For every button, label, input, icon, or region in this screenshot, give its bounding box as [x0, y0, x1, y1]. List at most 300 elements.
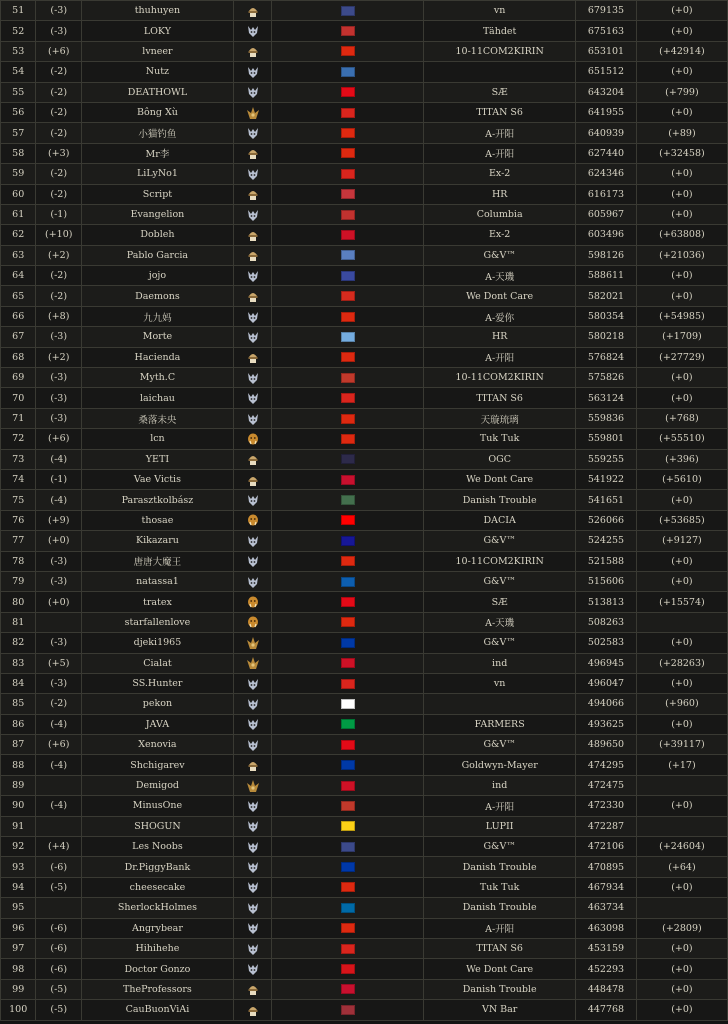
table-row — [1, 388, 728, 408]
race-cell — [233, 775, 271, 795]
player-name-link[interactable]: cheesecake — [82, 877, 234, 897]
gain-cell: (+396) — [636, 449, 727, 469]
player-name-link[interactable]: djeki1965 — [82, 633, 234, 653]
clan-link[interactable]: Danish Trouble — [424, 857, 576, 877]
country-flag-icon — [341, 964, 355, 974]
player-name-link[interactable]: Shchigarev — [82, 755, 234, 775]
gain-cell: (+1709) — [636, 327, 727, 347]
clan-link[interactable]: A-天璣 — [424, 266, 576, 286]
player-name-link[interactable]: Dr.PiggyBank — [82, 857, 234, 877]
clan-link[interactable]: A-开阳 — [424, 347, 576, 367]
mmr-cell: 675163 — [576, 21, 637, 41]
player-name-link[interactable]: Bông Xù — [82, 102, 234, 122]
mmr-cell: 643204 — [576, 82, 637, 102]
gain-cell: (+28263) — [636, 653, 727, 673]
player-name-link[interactable]: SherlockHolmes — [82, 898, 234, 918]
player-name-link[interactable]: lcn — [82, 429, 234, 449]
country-flag-icon — [341, 984, 355, 994]
clan-link[interactable]: G&V™ — [424, 571, 576, 591]
gain-cell: (+27729) — [636, 347, 727, 367]
clan-link[interactable]: Danish Trouble — [424, 490, 576, 510]
clan-link[interactable]: vn — [424, 673, 576, 693]
mmr-cell: 605967 — [576, 204, 637, 224]
country-flag-icon — [341, 46, 355, 56]
race-nightelf-icon — [246, 637, 260, 648]
country-flag-icon — [341, 617, 355, 627]
gain-cell: (+0) — [636, 184, 727, 204]
gain-cell: (+39117) — [636, 735, 727, 755]
clan-link[interactable]: VN Bar — [424, 1000, 576, 1020]
gain-cell — [636, 898, 727, 918]
race-undead-icon — [246, 128, 260, 139]
gain-cell: (+0) — [636, 388, 727, 408]
country-flag-icon — [341, 373, 355, 383]
clan-link[interactable]: G&V™ — [424, 633, 576, 653]
table-row — [1, 653, 728, 673]
table-row — [1, 490, 728, 510]
clan-link[interactable]: A-开阳 — [424, 796, 576, 816]
race-cell — [233, 123, 271, 143]
clan-link[interactable]: FARMERS — [424, 714, 576, 734]
clan-link[interactable]: vn — [424, 1, 576, 21]
race-cell — [233, 490, 271, 510]
race-cell — [233, 1000, 271, 1020]
country-flag-icon — [341, 291, 355, 301]
race-cell — [233, 266, 271, 286]
mmr-cell: 559255 — [576, 449, 637, 469]
race-orc-icon — [246, 515, 260, 526]
clan-link[interactable]: A-天璣 — [424, 612, 576, 632]
country-flag-icon — [341, 414, 355, 424]
gain-cell: (+42914) — [636, 41, 727, 61]
clan-link[interactable]: 10-11COM2KIRIN — [424, 41, 576, 61]
mmr-cell: 463734 — [576, 898, 637, 918]
clan-link[interactable]: Danish Trouble — [424, 979, 576, 999]
country-cell — [272, 490, 424, 510]
player-name-link[interactable]: Les Noobs — [82, 837, 234, 857]
race-cell — [233, 408, 271, 428]
leaderboard-rows — [1, 1, 728, 1021]
rank-change-cell: (+8) — [36, 306, 82, 326]
player-name-link[interactable]: TheProfessors — [82, 979, 234, 999]
country-flag-icon — [341, 781, 355, 791]
rank-cell: 96 — [1, 918, 36, 938]
race-undead-icon — [246, 556, 260, 567]
race-cell — [233, 755, 271, 775]
table-row — [1, 245, 728, 265]
mmr-cell: 582021 — [576, 286, 637, 306]
race-cell — [233, 41, 271, 61]
clan-link[interactable]: We Dont Care — [424, 469, 576, 489]
clan-link[interactable]: We Dont Care — [424, 959, 576, 979]
clan-link[interactable]: Tähdet — [424, 21, 576, 41]
table-row — [1, 286, 728, 306]
race-cell — [233, 571, 271, 591]
rank-change-cell: (+10) — [36, 225, 82, 245]
clan-link[interactable]: 10-11COM2KIRIN — [424, 368, 576, 388]
player-name-link[interactable]: JAVA — [82, 714, 234, 734]
player-name-link[interactable]: thuhuyen — [82, 1, 234, 21]
player-name-link[interactable]: Hacienda — [82, 347, 234, 367]
gain-cell: (+64) — [636, 857, 727, 877]
clan-link[interactable]: G&V™ — [424, 735, 576, 755]
race-cell — [233, 918, 271, 938]
country-cell — [272, 531, 424, 551]
race-cell — [233, 143, 271, 163]
player-name-link[interactable]: 桑落未央 — [82, 408, 234, 428]
country-flag-icon — [341, 821, 355, 831]
clan-link[interactable]: HR — [424, 327, 576, 347]
rank-change-cell: (-2) — [36, 164, 82, 184]
mmr-cell: 624346 — [576, 164, 637, 184]
clan-link[interactable]: ind — [424, 775, 576, 795]
country-flag-icon — [341, 679, 355, 689]
country-cell — [272, 735, 424, 755]
clan-link[interactable]: G&V™ — [424, 837, 576, 857]
clan-link[interactable]: SÆ — [424, 592, 576, 612]
clan-link[interactable]: Goldwyn-Mayer — [424, 755, 576, 775]
clan-link[interactable]: A-开阳 — [424, 143, 576, 163]
country-cell — [272, 204, 424, 224]
table-row — [1, 633, 728, 653]
rank-change-cell: (-6) — [36, 959, 82, 979]
country-cell — [272, 266, 424, 286]
player-name-link[interactable]: laichau — [82, 388, 234, 408]
table-row — [1, 408, 728, 428]
mmr-cell: 474295 — [576, 755, 637, 775]
player-name-link[interactable]: Dobleh — [82, 225, 234, 245]
country-flag-icon — [341, 332, 355, 342]
clan-link[interactable]: LUPII — [424, 816, 576, 836]
country-flag-icon — [341, 638, 355, 648]
race-nightelf-icon — [246, 107, 260, 118]
rank-change-cell: (+2) — [36, 347, 82, 367]
player-name-link[interactable]: Morte — [82, 327, 234, 347]
country-flag-icon — [341, 658, 355, 668]
race-human-icon — [246, 474, 260, 485]
race-nightelf-icon — [246, 780, 260, 791]
country-flag-icon — [341, 515, 355, 525]
mmr-cell: 640939 — [576, 123, 637, 143]
country-cell — [272, 857, 424, 877]
race-undead-icon — [246, 495, 260, 506]
player-name-link[interactable]: Demigod — [82, 775, 234, 795]
rank-change-cell: (+0) — [36, 592, 82, 612]
clan-link[interactable]: 10-11COM2KIRIN — [424, 551, 576, 571]
country-flag-icon — [341, 352, 355, 362]
clan-link[interactable] — [424, 694, 576, 714]
country-flag-icon — [341, 536, 355, 546]
rank-change-cell: (-6) — [36, 918, 82, 938]
clan-link[interactable]: We Dont Care — [424, 286, 576, 306]
race-cell — [233, 714, 271, 734]
rank-cell: 93 — [1, 857, 36, 877]
race-undead-icon — [246, 821, 260, 832]
clan-link[interactable]: G&V™ — [424, 245, 576, 265]
country-cell — [272, 388, 424, 408]
clan-link[interactable]: TITAN S6 — [424, 102, 576, 122]
player-name-link[interactable]: thosae — [82, 510, 234, 530]
rank-change-cell: (-4) — [36, 796, 82, 816]
rank-change-cell: (-3) — [36, 388, 82, 408]
clan-link[interactable]: Columbia — [424, 204, 576, 224]
table-row — [1, 531, 728, 551]
country-flag-icon — [341, 577, 355, 587]
mmr-cell: 467934 — [576, 877, 637, 897]
clan-link[interactable]: OGC — [424, 449, 576, 469]
rank-cell: 69 — [1, 368, 36, 388]
player-name-link[interactable]: LiLyNo1 — [82, 164, 234, 184]
mmr-cell: 472330 — [576, 796, 637, 816]
country-cell — [272, 959, 424, 979]
player-name-link[interactable]: DEATHOWL — [82, 82, 234, 102]
table-row — [1, 82, 728, 102]
mmr-cell: 493625 — [576, 714, 637, 734]
clan-link[interactable] — [424, 62, 576, 82]
player-name-link[interactable]: pekon — [82, 694, 234, 714]
rank-cell: 70 — [1, 388, 36, 408]
clan-link[interactable]: Danish Trouble — [424, 898, 576, 918]
clan-link[interactable]: 天璇琉璃 — [424, 408, 576, 428]
player-name-link[interactable]: Xenovia — [82, 735, 234, 755]
rank-cell: 87 — [1, 735, 36, 755]
player-name-link[interactable]: Daemons — [82, 286, 234, 306]
player-name-link[interactable]: Pablo Garcia — [82, 245, 234, 265]
player-name-link[interactable]: YETI — [82, 449, 234, 469]
race-cell — [233, 347, 271, 367]
clan-link[interactable]: Ex-2 — [424, 225, 576, 245]
race-cell — [233, 837, 271, 857]
table-row — [1, 102, 728, 122]
race-human-icon — [246, 1004, 260, 1015]
country-cell — [272, 286, 424, 306]
race-cell — [233, 694, 271, 714]
player-name-link[interactable]: SHOGUN — [82, 816, 234, 836]
player-name-link[interactable]: MinusOne — [82, 796, 234, 816]
country-cell — [272, 592, 424, 612]
player-name-link[interactable]: LOKY — [82, 21, 234, 41]
gain-cell: (+0) — [636, 102, 727, 122]
table-row — [1, 592, 728, 612]
rank-cell: 67 — [1, 327, 36, 347]
race-undead-icon — [246, 800, 260, 811]
gain-cell: (+89) — [636, 123, 727, 143]
country-flag-icon — [341, 862, 355, 872]
country-flag-icon — [341, 169, 355, 179]
race-undead-icon — [246, 862, 260, 873]
race-cell — [233, 164, 271, 184]
player-name-link[interactable]: Evangelion — [82, 204, 234, 224]
clan-link[interactable]: A-爱你 — [424, 306, 576, 326]
clan-link[interactable]: A-开阳 — [424, 918, 576, 938]
race-cell — [233, 673, 271, 693]
player-name-link[interactable]: Doctor Gonzo — [82, 959, 234, 979]
player-name-link[interactable]: tratex — [82, 592, 234, 612]
player-name-link[interactable]: Mr李 — [82, 143, 234, 163]
mmr-cell: 472106 — [576, 837, 637, 857]
rank-change-cell: (-6) — [36, 857, 82, 877]
rank-cell: 55 — [1, 82, 36, 102]
rank-change-cell: (+6) — [36, 735, 82, 755]
table-row — [1, 714, 728, 734]
race-undead-icon — [246, 311, 260, 322]
clan-link[interactable]: Tuk Tuk — [424, 429, 576, 449]
country-cell — [272, 164, 424, 184]
mmr-cell: 472287 — [576, 816, 637, 836]
race-human-icon — [246, 291, 260, 302]
rank-change-cell: (-3) — [36, 1, 82, 21]
gain-cell: (+32458) — [636, 143, 727, 163]
gain-cell: (+768) — [636, 408, 727, 428]
clan-link[interactable]: A-开阳 — [424, 123, 576, 143]
rank-change-cell — [36, 775, 82, 795]
country-cell — [272, 327, 424, 347]
player-name-link[interactable]: jojo — [82, 266, 234, 286]
player-name-link[interactable]: Cialat — [82, 653, 234, 673]
clan-link[interactable]: Ex-2 — [424, 164, 576, 184]
player-name-link[interactable]: Script — [82, 184, 234, 204]
rank-cell: 71 — [1, 408, 36, 428]
clan-link[interactable]: TITAN S6 — [424, 938, 576, 958]
rank-change-cell: (-5) — [36, 1000, 82, 1020]
rank-change-cell: (-5) — [36, 979, 82, 999]
country-cell — [272, 102, 424, 122]
clan-link[interactable]: ind — [424, 653, 576, 673]
rank-cell: 65 — [1, 286, 36, 306]
rank-cell: 59 — [1, 164, 36, 184]
table-row — [1, 877, 728, 897]
rank-change-cell: (-5) — [36, 877, 82, 897]
race-cell — [233, 898, 271, 918]
country-cell — [272, 755, 424, 775]
player-name-link[interactable]: Parasztkolbász — [82, 490, 234, 510]
rank-cell: 90 — [1, 796, 36, 816]
player-name-link[interactable]: lvneer — [82, 41, 234, 61]
gain-cell: (+0) — [636, 979, 727, 999]
rank-change-cell: (-2) — [36, 184, 82, 204]
country-flag-icon — [341, 454, 355, 464]
gain-cell: (+2809) — [636, 918, 727, 938]
player-name-link[interactable]: 九九妈 — [82, 306, 234, 326]
country-cell — [272, 21, 424, 41]
mmr-cell: 627440 — [576, 143, 637, 163]
rank-cell: 66 — [1, 306, 36, 326]
player-name-link[interactable]: Myth.C — [82, 368, 234, 388]
country-flag-icon — [341, 842, 355, 852]
rank-change-cell: (-4) — [36, 490, 82, 510]
rank-change-cell — [36, 898, 82, 918]
mmr-cell: 452293 — [576, 959, 637, 979]
country-cell — [272, 714, 424, 734]
rank-change-cell: (-2) — [36, 694, 82, 714]
clan-link[interactable]: HR — [424, 184, 576, 204]
table-row — [1, 1000, 728, 1020]
rank-change-cell: (-1) — [36, 469, 82, 489]
race-cell — [233, 449, 271, 469]
race-human-icon — [246, 250, 260, 261]
mmr-cell: 575826 — [576, 368, 637, 388]
race-human-icon — [246, 229, 260, 240]
player-name-link[interactable]: Nutz — [82, 62, 234, 82]
rank-cell: 85 — [1, 694, 36, 714]
country-cell — [272, 82, 424, 102]
table-row — [1, 266, 728, 286]
country-cell — [272, 123, 424, 143]
gain-cell: (+24604) — [636, 837, 727, 857]
mmr-cell: 447768 — [576, 1000, 637, 1020]
rank-cell: 82 — [1, 633, 36, 653]
player-name-link[interactable]: natassa1 — [82, 571, 234, 591]
rank-cell: 52 — [1, 21, 36, 41]
player-name-link[interactable]: 唐唐大魔王 — [82, 551, 234, 571]
mmr-cell: 502583 — [576, 633, 637, 653]
rank-change-cell: (-3) — [36, 327, 82, 347]
race-cell — [233, 551, 271, 571]
country-flag-icon — [341, 495, 355, 505]
rank-change-cell: (-1) — [36, 204, 82, 224]
table-row — [1, 551, 728, 571]
country-cell — [272, 898, 424, 918]
rank-cell: 79 — [1, 571, 36, 591]
gain-cell: (+0) — [636, 62, 727, 82]
clan-link[interactable]: SÆ — [424, 82, 576, 102]
race-undead-icon — [246, 372, 260, 383]
country-cell — [272, 653, 424, 673]
gain-cell: (+0) — [636, 1000, 727, 1020]
player-name-link[interactable]: Vae Victis — [82, 469, 234, 489]
table-row — [1, 469, 728, 489]
table-row — [1, 368, 728, 388]
rank-cell: 53 — [1, 41, 36, 61]
country-flag-icon — [341, 6, 355, 16]
country-flag-icon — [341, 903, 355, 913]
player-name-link[interactable]: CauBuonViAi — [82, 1000, 234, 1020]
gain-cell — [636, 775, 727, 795]
player-name-link[interactable]: Angrybear — [82, 918, 234, 938]
country-cell — [272, 571, 424, 591]
gain-cell: (+0) — [636, 266, 727, 286]
country-cell — [272, 184, 424, 204]
clan-link[interactable]: G&V™ — [424, 531, 576, 551]
race-cell — [233, 204, 271, 224]
country-cell — [272, 918, 424, 938]
race-undead-icon — [246, 168, 260, 179]
mmr-cell: 513813 — [576, 592, 637, 612]
clan-link[interactable]: DACIA — [424, 510, 576, 530]
gain-cell: (+0) — [636, 286, 727, 306]
rank-change-cell: (-3) — [36, 368, 82, 388]
rank-cell: 64 — [1, 266, 36, 286]
gain-cell: (+9127) — [636, 531, 727, 551]
player-name-link[interactable]: Kikazaru — [82, 531, 234, 551]
table-row — [1, 857, 728, 877]
player-name-link[interactable]: Hihihehe — [82, 938, 234, 958]
rank-change-cell: (-4) — [36, 714, 82, 734]
clan-link[interactable]: Tuk Tuk — [424, 877, 576, 897]
country-cell — [272, 306, 424, 326]
gain-cell: (+17) — [636, 755, 727, 775]
race-undead-icon — [246, 719, 260, 730]
gain-cell: (+63808) — [636, 225, 727, 245]
gain-cell: (+0) — [636, 633, 727, 653]
player-name-link[interactable]: 小猫钓鱼 — [82, 123, 234, 143]
player-name-link[interactable]: starfallenlove — [82, 612, 234, 632]
clan-link[interactable]: TITAN S6 — [424, 388, 576, 408]
gain-cell: (+0) — [636, 204, 727, 224]
race-cell — [233, 796, 271, 816]
race-human-icon — [246, 5, 260, 16]
player-name-link[interactable]: SS.Hunter — [82, 673, 234, 693]
